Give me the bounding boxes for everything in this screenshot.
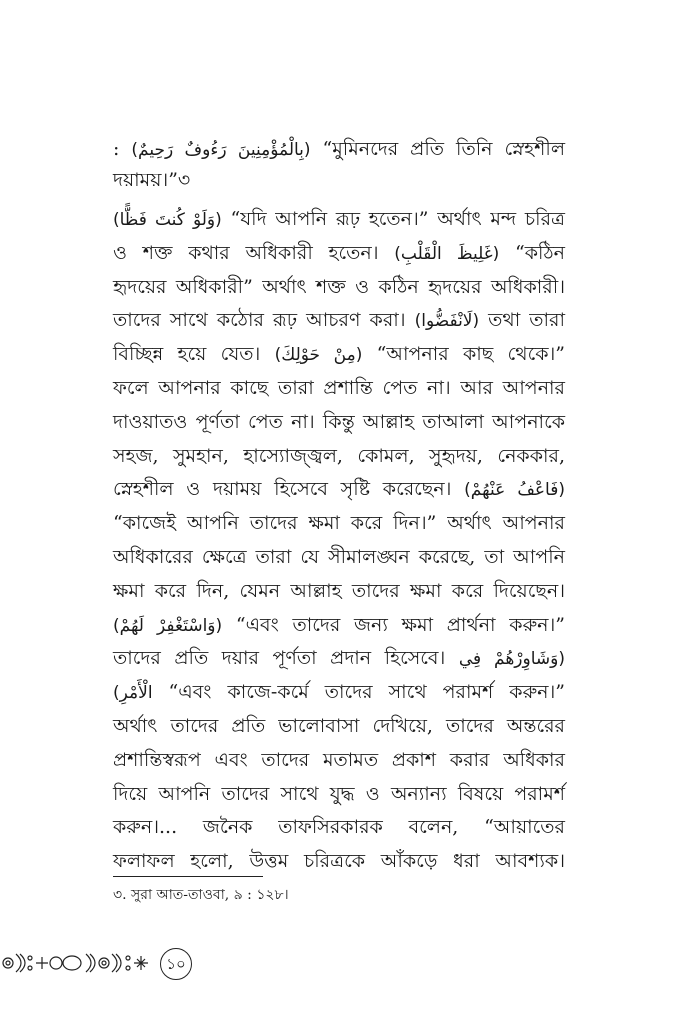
- text-line: [113, 373, 565, 403]
- text-line: [113, 238, 565, 268]
- text-segment: প্রশান্তিস্বরূপ এবং তাদের মতামত প্রকাশ করার অধিকার: [113, 749, 565, 771]
- text-segment: “আপনার কাছ থেকে।”: [362, 343, 565, 365]
- arabic-quote: (مِنْ حَوْلِكَ): [274, 345, 363, 365]
- arabic-quote: (لَانْفَضُّوا): [414, 311, 480, 331]
- text-line: [113, 134, 565, 164]
- text-segment: সহজ, সুমহান, হাস্যোজ্জ্বল, কোমল, সুহৃদয়, নেককার,: [113, 445, 565, 467]
- text-segment: বিচ্ছিন্ন হয়ে যেত।: [113, 343, 275, 365]
- text-line: [113, 305, 565, 335]
- text-segment: অধিকারের ক্ষেত্রে তারা যে সীমালঙ্ঘন করেছে, তা আপনি: [113, 546, 565, 568]
- text-line: [113, 610, 565, 640]
- text-segment: :: [113, 138, 132, 160]
- arabic-quote: (بِالْمُؤْمِنِينَ رَءُوفٌ رَحِيمٌ): [131, 140, 311, 160]
- text-segment: দয়াময়।”৩: [113, 169, 191, 191]
- text-line: [113, 204, 565, 234]
- text-segment: তাদের প্রতি দয়ার পূর্ণতা প্রদান হিসেবে।: [113, 647, 459, 669]
- text-line: [113, 542, 565, 572]
- text-line: [113, 508, 565, 538]
- text-line: [113, 846, 565, 876]
- text-segment: “যদি আপনি রূঢ় হতেন।” অর্থাৎ মন্দ চরিত্র: [221, 208, 565, 230]
- text-segment: “এবং কাজে-কর্মে তাদের সাথে পরামর্শ করুন।”: [152, 681, 565, 703]
- text-segment: “মুমিনদের প্রতি তিনি স্নেহশীল: [310, 138, 566, 160]
- arabic-quote: (وَشَاوِرْهُمْ فِي: [458, 649, 565, 669]
- text-segment: তথা তারা: [479, 309, 565, 331]
- text-line: [113, 812, 565, 842]
- page-number: ১০: [160, 948, 192, 980]
- arabic-quote: (غَلِيظَ الْقَلْبِ): [394, 244, 500, 264]
- ornament-icon: [0, 948, 160, 978]
- text-segment: “কঠিন: [499, 242, 565, 264]
- text-segment: করুন।... জনৈক তাফসিরকারক বলেন, “আয়াতের: [113, 816, 565, 838]
- text-line: [113, 441, 565, 471]
- text-line: [113, 474, 565, 504]
- text-segment: হৃদয়ের অধিকারী” অর্থাৎ শক্ত ও কঠিন হৃদয়ের অধিকারী।: [113, 276, 565, 298]
- text-segment: “কাজেই আপনি তাদের ক্ষমা করে দিন।” অর্থাৎ আপনার: [113, 512, 565, 534]
- text-segment: অর্থাৎ তাদের প্রতি ভালোবাসা দেখিয়ে, তাদের অন্তরের: [113, 715, 565, 737]
- arabic-quote: (فَاعْفُ عَنْهُمْ): [464, 480, 565, 500]
- text-segment: ও শক্ত কথার অধিকারী হতেন।: [113, 242, 395, 264]
- text-segment: ক্ষমা করে দিন, যেমন আল্লাহ তাদের ক্ষমা করে দিয়েছেন।: [113, 580, 565, 602]
- text-segment: স্নেহশীল ও দয়াময় হিসেবে সৃষ্টি করেছেন।: [113, 478, 465, 500]
- arabic-quote: (وَلَوْ كُنتَ فَظًّا): [113, 210, 222, 230]
- arabic-quote: (وَاسْتَغْفِرْ لَهُمْ): [113, 616, 223, 636]
- arabic-quote: الْأَمْرِ): [113, 683, 153, 703]
- text-segment: দাওয়াতও পূর্ণতা পেত না। কিন্তু আল্লাহ তাআলা আপনাকে: [113, 411, 565, 433]
- text-line: [113, 576, 565, 606]
- text-line: [113, 779, 565, 809]
- text-line: [113, 165, 565, 195]
- text-line: [113, 643, 565, 673]
- text-segment: ফলে আপনার কাছে তারা প্রশান্তি পেত না। আর আপনার: [113, 377, 565, 399]
- footnote-divider: [113, 876, 263, 877]
- text-line: [113, 407, 565, 437]
- text-segment: ফলাফল হলো, উত্তম চরিত্রকে আঁকড়ে ধরা আবশ্যক।: [113, 850, 565, 872]
- text-segment: “এবং তাদের জন্য ক্ষমা প্রার্থনা করুন।”: [222, 614, 565, 636]
- text-line: [113, 745, 565, 775]
- text-line: [113, 339, 565, 369]
- text-line: [113, 272, 565, 302]
- text-segment: তাদের সাথে কঠোর রূঢ় আচরণ করা।: [113, 309, 415, 331]
- text-line: [113, 711, 565, 741]
- text-segment: দিয়ে আপনি তাদের সাথে যুদ্ধ ও অন্যান্য বিষয়ে পরামর্শ: [113, 783, 565, 805]
- text-line: [113, 677, 565, 707]
- footnote: ৩. সুরা আত-তাওবা, ৯ : ১২৮।: [113, 887, 289, 903]
